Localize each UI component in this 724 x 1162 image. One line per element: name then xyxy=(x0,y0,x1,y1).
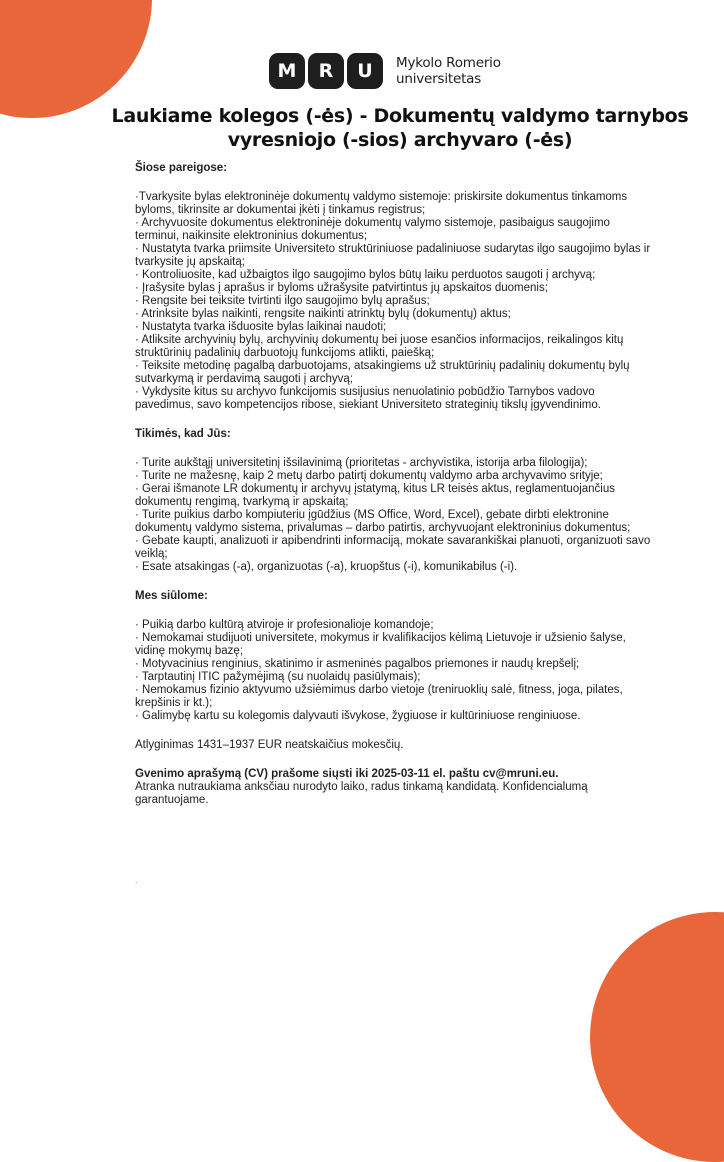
list-item: · Gerai išmanote LR dokumentų ir archyvų įstatymą, kitus LR teisės aktus, reglamentuojančius dokumentų rengimą, tvarkymą ir apskaitą; xyxy=(135,483,616,508)
logo-letter-r: R xyxy=(308,53,344,89)
offers-list xyxy=(135,619,655,723)
logo-name-line1: Mykolo Romerio xyxy=(396,55,501,71)
job-ad-body xyxy=(135,162,655,807)
duties-list xyxy=(135,191,655,412)
duties-heading: Šiose pareigose: xyxy=(135,162,228,174)
logo-letter-u: U xyxy=(347,53,383,89)
list-item: · Nustatyta tvarka priimsite Universiteto struktūriniuose padaliniuose sudarytas ilgo saugojimo bylas ir tvarkysite jų apskaitą; xyxy=(135,243,651,268)
salary-text: Atlyginimas 1431–1937 EUR neatskaičius mokesčių. xyxy=(135,739,404,751)
list-item: · Tarptautinį ITIC pažymėjimą (su nuolaidų pasiūlymais); xyxy=(135,671,421,683)
list-item: · Rengsite bei teiksite tvirtinti ilgo saugojimo bylų aprašus; xyxy=(135,295,430,307)
list-item: · Turite puikius darbo kompiuteriu įgūdžius (MS Office, Word, Excel), gebate dirbti elektronine dokumentų valdymo sistema, privalumas – darbo patirtis, archyvuojant elektroninius dokumentus; xyxy=(135,509,631,534)
apply-instructions: Gvenimo aprašymą (CV) prašome siųsti iki 2025-03-11 el. paštu cv@mruni.eu. xyxy=(135,768,559,780)
list-item: · Nemokamus fizinio aktyvumo užsiėmimus darbo vietoje (treniruoklių salė, fitness, joga, pilates, krepšinis ir kt.); xyxy=(135,684,623,709)
list-item: · Galimybę kartu su kolegomis dalyvauti išvykose, žygiuose ir kultūriniuose renginiuose. xyxy=(135,710,581,722)
list-item: · Gebate kaupti, analizuoti ir apibendrinti informaciją, mokate savarankiškai planuoti, organizuoti savo veiklą; xyxy=(135,535,651,560)
offers-heading: Mes siūlome: xyxy=(135,590,208,602)
list-item: · Vykdysite kitus su archyvo funkcijomis susijusius nenuolatinio pobūdžio Tarnybos vadovo pavedimus, savo kompetencijos ribose, siekiant Universiteto strateginių tikslų įgyvendinimo. xyxy=(135,386,601,411)
decorative-circle-top-left xyxy=(0,0,152,118)
footer-mark: . xyxy=(135,875,138,885)
list-item: · Turite ne mažesnę, kaip 2 metų darbo patirtį dokumentų valdymo arba archyvavimo srityje; xyxy=(135,470,603,482)
list-item: · Atliksite archyvinių bylų, archyvinių dokumentų bei juose esančios informacijos, reikalingos kitų struktūrinių padalinių darbuotojų funkcijoms atlikti, paiešką; xyxy=(135,334,624,359)
list-item: · Motyvacinius renginius, skatinimo ir asmeninės pagalbos priemones ir naudų krepšelį; xyxy=(135,658,580,670)
list-item: · Atrinksite bylas naikinti, rengsite naikinti atrinktų bylų (dokumentų) aktus; xyxy=(135,308,511,320)
list-item: · Kontroliuosite, kad užbaigtos ilgo saugojimo bylos būtų laiku perduotos saugoti į archyvą; xyxy=(135,269,596,281)
list-item: ·Tvarkysite bylas elektroninėje dokumentų valdymo sistemoje: priskirsite dokumentus tinkamoms byloms, tikrinsite ar dokumentai įkėti į tinkamus registrus; xyxy=(135,191,628,216)
list-item: · Teiksite metodinę pagalbą darbuotojams, atsakingiems už struktūrinių padalinių dokumentų bylų sutvarkymą ir perdavimą saugoti į archyvą; xyxy=(135,360,630,385)
page-title: Laukiame kolegos (-ės) - Dokumentų valdymo tarnybos vyresniojo (-sios) archyvaro (-ės) xyxy=(111,105,689,151)
list-item: · Archyvuosite dokumentus elektroninėje dokumentų valymo sistemoje, pasibaigus saugojimo terminui, naikinsite elektroninius dokumentus; xyxy=(135,217,610,242)
selection-note: Atranka nutraukiama anksčiau nurodyto laiko, radus tinkamą kandidatą. Konfidencialumą garantuojame. xyxy=(135,781,588,806)
list-item: · Nemokamai studijuoti universitete, mokymus ir kvalifikacijos kėlimą Lietuvoje ir užsienio šalyse, vidinę mokymų bazę; xyxy=(135,632,626,657)
list-item: · Esate atsakingas (-a), organizuotas (-a), kruopštus (-i), komunikabilus (-i). xyxy=(135,561,518,573)
requirements-list xyxy=(135,457,655,574)
list-item: · Puikią darbo kultūrą atviroje ir profesionalioje komandoje; xyxy=(135,619,434,631)
list-item: · Įrašysite bylas į aprašus ir byloms užrašysite patvirtintus jų apskaitos duomenis; xyxy=(135,282,548,294)
list-item: · Turite aukštąjį universitetinį išsilavinimą (prioritetas - archyvistika, istorija arba filologija); xyxy=(135,457,588,469)
logo-letter-m: M xyxy=(269,53,305,89)
logo-name-line2: universitetas xyxy=(396,71,482,87)
requirements-heading: Tikimės, kad Jūs: xyxy=(135,428,231,440)
decorative-circle-bottom-right xyxy=(590,912,724,1162)
mru-logo xyxy=(269,53,501,89)
logo-university-name xyxy=(396,55,501,87)
list-item: · Nustatyta tvarka išduosite bylas laikinai naudoti; xyxy=(135,321,387,333)
